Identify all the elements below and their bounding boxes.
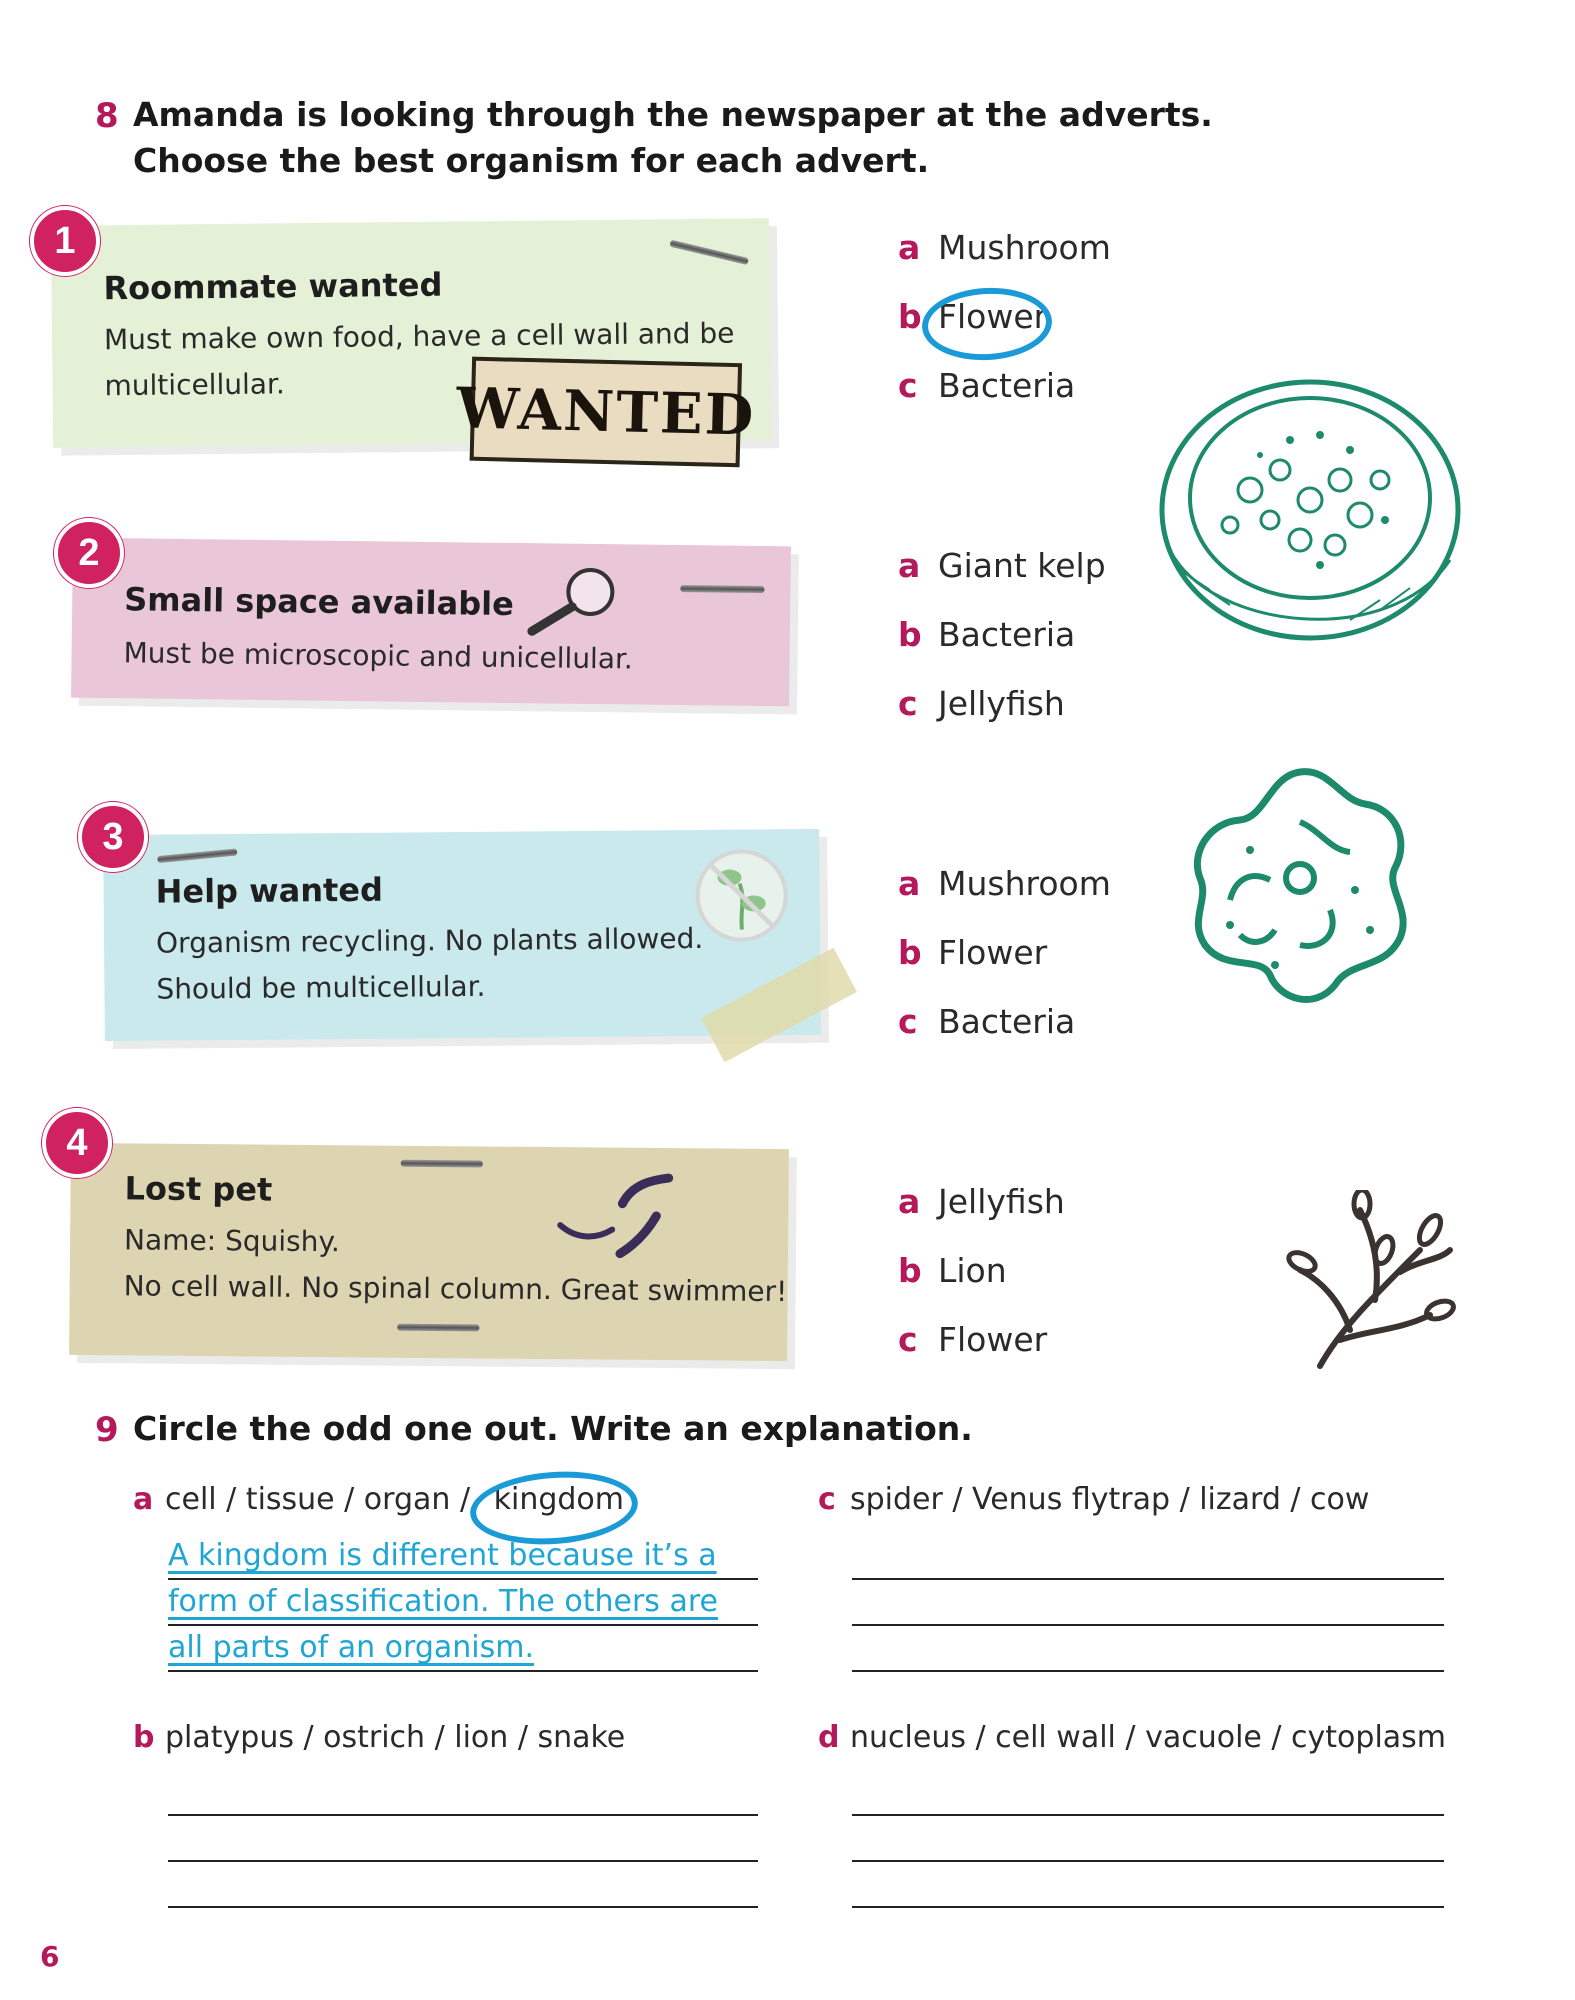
advert-2-body: Must be microscopic and unicellular. xyxy=(123,636,634,676)
no-plants-icon xyxy=(693,847,790,944)
option-letter: b xyxy=(898,1251,922,1290)
answer-line-2: form of classification. The others are xyxy=(168,1584,718,1619)
option-1c[interactable] xyxy=(898,366,1075,405)
writing-line[interactable] xyxy=(852,1860,1444,1862)
option-letter: c xyxy=(898,366,918,405)
answer-line-3: all parts of an organism. xyxy=(168,1630,534,1665)
part-a-circled-word[interactable]: kingdom xyxy=(493,1482,624,1517)
option-4c[interactable] xyxy=(898,1320,1047,1359)
option-4b[interactable] xyxy=(898,1251,1007,1290)
writing-line[interactable] xyxy=(168,1814,758,1816)
advert-card-1 xyxy=(51,218,771,448)
writing-line[interactable] xyxy=(852,1814,1444,1816)
kelp-branch-illustration xyxy=(1280,1190,1460,1370)
writing-line[interactable] xyxy=(852,1906,1444,1908)
wanted-sign-text: WANTED xyxy=(455,375,757,449)
advert-card-2 xyxy=(71,538,791,707)
part-a-words: cell / tissue / organ / xyxy=(165,1482,471,1517)
option-text: Flower xyxy=(938,933,1048,972)
option-letter: c xyxy=(898,1002,918,1041)
writing-line[interactable] xyxy=(852,1670,1444,1672)
advert-4-body-line-2: No cell wall. No spinal column. Great swimmer! xyxy=(123,1269,788,1309)
question-8-text xyxy=(133,92,1213,184)
staple xyxy=(157,848,237,863)
advert-3-title: Help wanted xyxy=(155,870,384,911)
advert-1-body-line-1: Must make own food, have a cell wall and be xyxy=(103,316,735,357)
writing-line[interactable] xyxy=(852,1624,1444,1626)
option-text: Bacteria xyxy=(938,615,1076,654)
option-text: Flower xyxy=(938,1320,1048,1359)
option-4a[interactable] xyxy=(898,1182,1065,1221)
option-letter: a xyxy=(898,228,921,267)
option-text: Jellyfish xyxy=(938,1182,1065,1221)
page-number: 6 xyxy=(40,1940,60,1973)
writing-line[interactable] xyxy=(168,1578,758,1580)
part-letter: a xyxy=(133,1482,154,1517)
advert-3-body-line-1: Organism recycling. No plants allowed. xyxy=(155,921,704,960)
option-letter: b xyxy=(898,615,922,654)
option-text: Bacteria xyxy=(938,1002,1076,1041)
wanted-sign xyxy=(455,357,757,468)
option-letter: a xyxy=(898,546,921,585)
option-letter: c xyxy=(898,1320,918,1359)
advert-4-body-line-1: Name: Squishy. xyxy=(123,1223,341,1259)
option-text: Mushroom xyxy=(938,864,1111,903)
option-text: Lion xyxy=(938,1251,1007,1290)
part-letter: d xyxy=(818,1720,840,1755)
staple xyxy=(401,1160,483,1168)
writing-line[interactable] xyxy=(852,1578,1444,1580)
option-2a[interactable] xyxy=(898,546,1106,585)
advert-4-title: Lost pet xyxy=(124,1169,273,1209)
option-1a[interactable] xyxy=(898,228,1111,267)
part-b-words: platypus / ostrich / lion / snake xyxy=(165,1720,626,1755)
petri-dish-illustration xyxy=(1150,360,1470,660)
amoeba-illustration xyxy=(1180,760,1420,1010)
writing-line[interactable] xyxy=(168,1906,758,1908)
option-text: Jellyfish xyxy=(938,684,1065,723)
advert-badge-2: 2 xyxy=(54,518,124,588)
option-text: Mushroom xyxy=(938,228,1111,267)
option-text: Flower xyxy=(938,297,1048,336)
advert-3-body-line-2: Should be multicellular. xyxy=(156,969,486,1006)
question-9-text: Circle the odd one out. Write an explanation. xyxy=(133,1409,973,1448)
advert-card-4 xyxy=(69,1143,789,1361)
option-letter: a xyxy=(898,864,921,903)
part-letter: b xyxy=(133,1720,155,1755)
part-letter: c xyxy=(818,1482,836,1517)
advert-1-body-line-2: multicellular. xyxy=(104,367,285,403)
advert-2-title: Small space available xyxy=(124,580,515,624)
option-letter: a xyxy=(898,1182,921,1221)
option-3c[interactable] xyxy=(898,1002,1075,1041)
option-text: Giant kelp xyxy=(938,546,1106,585)
advert-badge-4: 4 xyxy=(42,1108,112,1178)
advert-badge-1: 1 xyxy=(30,206,100,276)
question-9-number: 9 xyxy=(95,1410,119,1450)
q9-part-b xyxy=(133,1720,625,1755)
worm-icon xyxy=(552,1169,703,1270)
option-letter: c xyxy=(898,684,918,723)
writing-line[interactable] xyxy=(168,1860,758,1862)
answer-line-1: A kingdom is different because it’s a xyxy=(168,1538,717,1573)
q9-part-d xyxy=(818,1720,1446,1755)
writing-line[interactable] xyxy=(168,1670,758,1672)
question-8-line-1: Amanda is looking through the newspaper at the adverts. xyxy=(133,95,1213,134)
advert-1-title: Roommate wanted xyxy=(103,265,443,308)
q9-part-c xyxy=(818,1482,1369,1517)
advert-card-3 xyxy=(103,829,821,1041)
option-2b[interactable] xyxy=(898,615,1075,654)
option-3a[interactable] xyxy=(898,864,1111,903)
option-letter: b xyxy=(898,933,922,972)
question-8-number: 8 xyxy=(95,96,119,136)
option-2c[interactable] xyxy=(898,684,1065,723)
advert-badge-3: 3 xyxy=(78,802,148,872)
advert-3-body xyxy=(156,916,704,1013)
option-3b[interactable] xyxy=(898,933,1047,972)
staple xyxy=(680,585,764,593)
question-8-line-2: Choose the best organism for each advert. xyxy=(133,141,930,180)
magnifying-glass-icon xyxy=(520,561,631,642)
staple xyxy=(397,1324,479,1332)
part-c-words: spider / Venus flytrap / lizard / cow xyxy=(850,1482,1370,1517)
part-d-words: nucleus / cell wall / vacuole / cytoplasm xyxy=(850,1720,1447,1755)
option-text: Bacteria xyxy=(938,366,1076,405)
option-letter: b xyxy=(898,297,922,336)
staple xyxy=(669,240,748,265)
writing-line[interactable] xyxy=(168,1624,758,1626)
